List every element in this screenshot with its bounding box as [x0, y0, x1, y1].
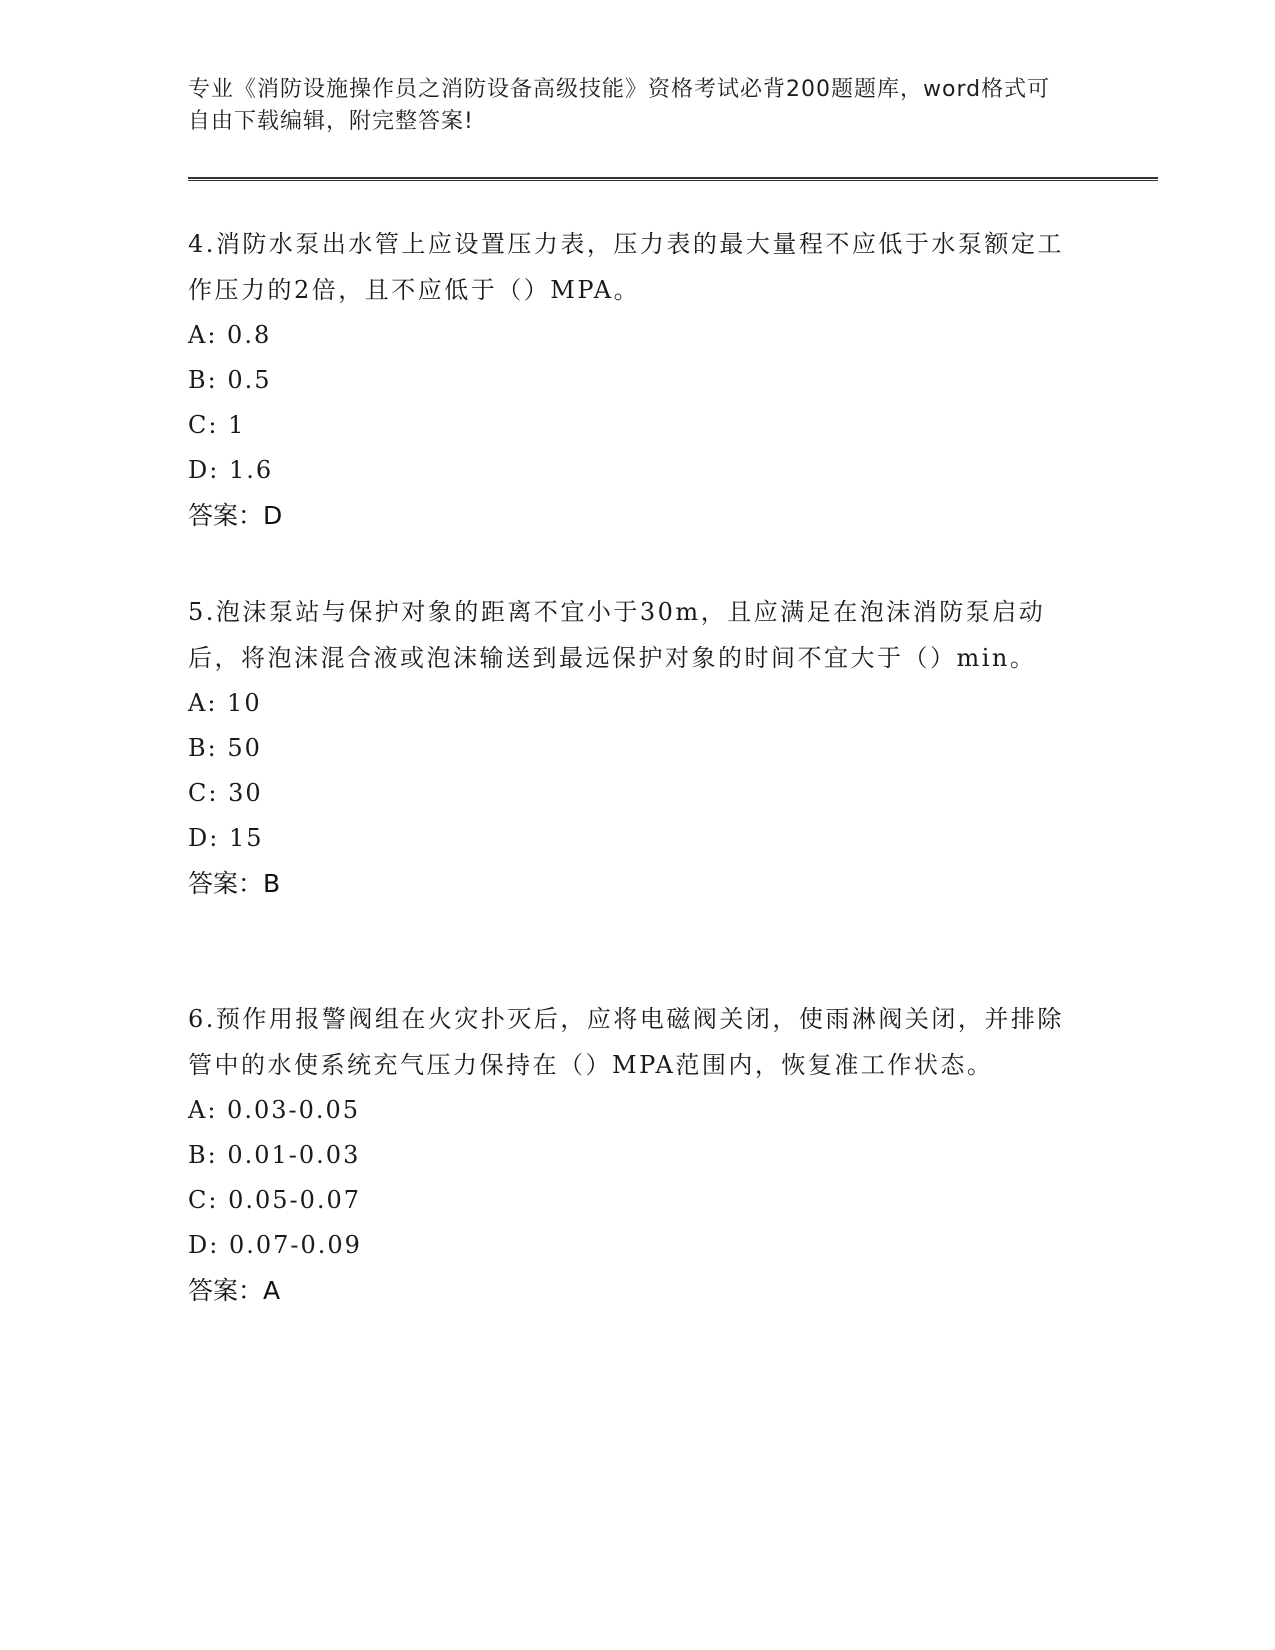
option-d: D: 15: [188, 824, 264, 852]
option-c: C: 1: [188, 411, 246, 439]
question-6: [188, 996, 1088, 1314]
header-divider: [188, 177, 1158, 181]
question-5: [188, 589, 1088, 907]
option-c: C: 0.05-0.07: [188, 1186, 362, 1214]
answer-label: 答案：B: [188, 869, 281, 898]
option-b: B: 0.5: [188, 366, 272, 394]
option-c: C: 30: [188, 779, 263, 807]
option-d: D: 0.07-0.09: [188, 1231, 362, 1259]
option-a: A: 10: [188, 689, 262, 717]
answer-label: 答案：D: [188, 501, 283, 530]
question-4: [188, 221, 1088, 539]
document-header: 专业《消防设施操作员之消防设备高级技能》资格考试必背200题题库，word格式可自由下载编辑，附完整答案!: [188, 77, 1051, 134]
option-b: B: 0.01-0.03: [188, 1141, 361, 1169]
question-text: 4.消防水泵出水管上应设置压力表，压力表的最大量程不应低于水泵额定工作压力的2倍，且不应低于（）MPA。: [188, 230, 1064, 304]
question-text: 6.预作用报警阀组在火灾扑灭后，应将电磁阀关闭，使雨淋阀关闭，并排除管中的水使系统充气压力保持在（）MPA范围内，恢复准工作状态。: [188, 1005, 1064, 1079]
option-b: B: 50: [188, 734, 262, 762]
option-a: A: 0.8: [188, 321, 272, 349]
answer-label: 答案：A: [188, 1276, 281, 1305]
question-text: 5.泡沫泵站与保护对象的距离不宜小于30m，且应满足在泡沫消防泵启动后，将泡沫混合液或泡沫输送到最远保护对象的时间不宜大于（）min。: [188, 598, 1046, 672]
option-d: D: 1.6: [188, 456, 274, 484]
option-a: A: 0.03-0.05: [188, 1096, 361, 1124]
